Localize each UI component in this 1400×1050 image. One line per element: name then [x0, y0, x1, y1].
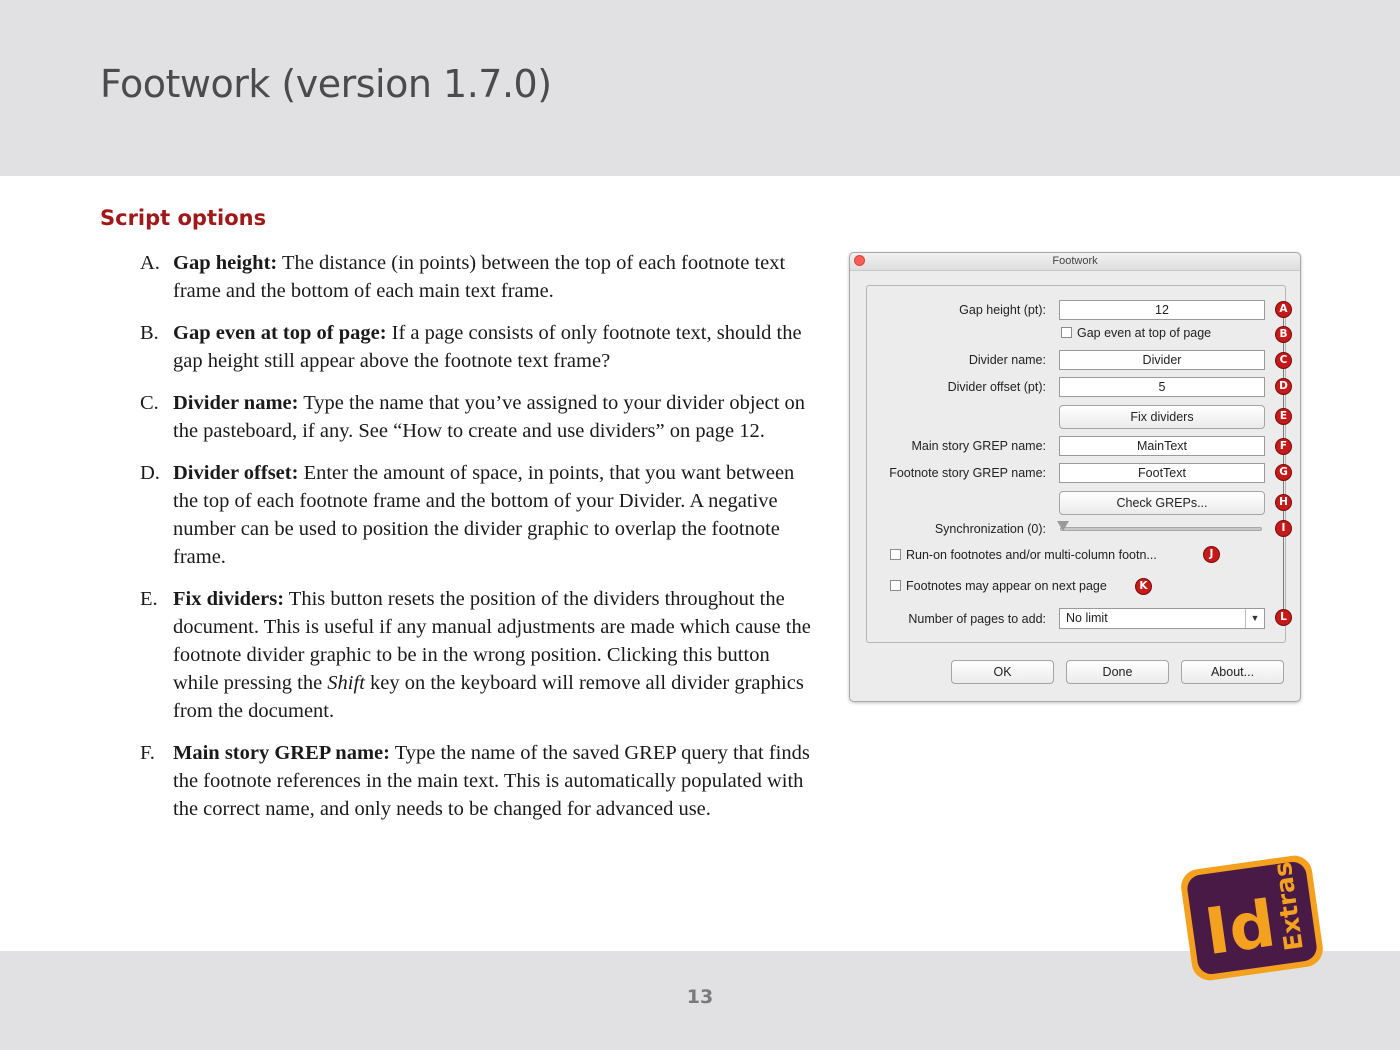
option-letter: F. [140, 742, 155, 764]
logo-id-text: Id [1200, 887, 1280, 971]
option-description: Type the name that you’ve assigned to your divider object on the pasteboard, if any. See “How to create and use dividers” on page 12. [173, 392, 806, 442]
ok-button[interactable]: OK [951, 660, 1054, 684]
option-letter: D. [140, 462, 160, 484]
run-on-label: Run-on footnotes and/or multi-column footn... [906, 548, 1157, 562]
callout-marker-i: I [1275, 520, 1292, 537]
id-extras-logo [1178, 852, 1326, 984]
callout-marker-k: K [1135, 578, 1152, 595]
gap-even-label: Gap even at top of page [1077, 326, 1212, 340]
gap-even-checkbox[interactable] [1061, 326, 1211, 340]
pages-to-add-value: No limit [1066, 611, 1108, 625]
footnote-story-input[interactable]: FootText [1059, 463, 1265, 483]
option-letter: A. [140, 252, 160, 274]
callout-marker-b: B [1275, 326, 1292, 343]
next-page-label: Footnotes may appear on next page [906, 579, 1107, 593]
divider-name-input[interactable]: Divider [1059, 350, 1265, 370]
option-letter: B. [140, 322, 159, 344]
divider-name-label: Divider name: [968, 353, 1046, 367]
dialog-title: Footwork [1052, 255, 1098, 267]
footnote-story-label: Footnote story GREP name: [889, 466, 1046, 480]
dialog-titlebar [850, 253, 1300, 271]
option-description: Enter the amount of space, in points, that you want between the top of each footnote frame and the bottom of your Divider. A negative number can be used to position the divider graphic to overlap the footnote frame. [173, 462, 795, 568]
callout-marker-a: A [1275, 301, 1292, 318]
option-term: Divider name: [173, 392, 299, 414]
option-letter: E. [140, 588, 158, 610]
pages-to-add-select[interactable] [1059, 608, 1265, 629]
about-button[interactable]: About... [1181, 660, 1284, 684]
option-term: Gap even at top of page: [173, 322, 387, 344]
callout-marker-e: E [1275, 408, 1292, 425]
checkbox-box[interactable] [890, 580, 901, 591]
chevron-down-icon[interactable]: ▼ [1245, 609, 1264, 628]
footwork-dialog [849, 252, 1301, 702]
options-list [140, 249, 820, 837]
callout-marker-h: H [1275, 494, 1292, 511]
main-story-label: Main story GREP name: [911, 439, 1046, 453]
pages-to-add-label: Number of pages to add: [908, 612, 1046, 626]
section-heading: Script options [100, 206, 267, 230]
checkbox-box[interactable] [1061, 327, 1072, 338]
callout-marker-j: J [1203, 546, 1220, 563]
divider-offset-input[interactable]: 5 [1059, 377, 1265, 397]
option-item-divider-name [140, 389, 820, 445]
check-greps-button[interactable]: Check GREPs... [1059, 491, 1265, 515]
option-item-divider-offset [140, 459, 820, 571]
gap-height-label: Gap height (pt): [959, 303, 1046, 317]
option-item-main-story-grep [140, 739, 820, 823]
option-description: This button resets the position of the dividers throughout the document. This is useful if any manual adjustments are made which cause the footnote divider graphic to be in the wrong position. Clicking this button while pressing the [173, 588, 811, 694]
page-title: Footwork (version 1.7.0) [100, 62, 552, 106]
logo-extras-text: Extras [1267, 860, 1309, 953]
sync-slider-thumb[interactable] [1057, 521, 1069, 531]
run-on-checkbox[interactable] [890, 548, 1157, 562]
option-term: Main story GREP name: [173, 742, 390, 764]
checkbox-box[interactable] [890, 549, 901, 560]
option-item-gap-even [140, 319, 820, 375]
sync-slider-track[interactable] [1060, 527, 1262, 531]
page-number: 13 [686, 986, 714, 1008]
done-button[interactable]: Done [1066, 660, 1169, 684]
option-letter: C. [140, 392, 159, 414]
option-description: The distance (in points) between the top of each footnote text frame and the bottom of each main text frame. [173, 252, 786, 302]
option-term: Fix dividers: [173, 588, 285, 610]
option-term: Gap height: [173, 252, 278, 274]
option-description: Type the name of the saved GREP query that finds the footnote references in the main text. This is automatically populated with the correct name, and only needs to be changed for advanced use. [173, 742, 810, 820]
callout-marker-f: F [1275, 438, 1292, 455]
option-term: Divider offset: [173, 462, 299, 484]
option-emphasis: Shift [327, 672, 365, 694]
callout-marker-c: C [1275, 352, 1292, 369]
option-item-fix-dividers [140, 585, 820, 725]
callout-marker-d: D [1275, 378, 1292, 395]
option-item-gap-height [140, 249, 820, 305]
callout-marker-g: G [1275, 464, 1292, 481]
option-description-end: key on the keyboard will remove all divider graphics from the document. [173, 672, 804, 722]
main-story-input[interactable]: MainText [1059, 436, 1265, 456]
option-description: If a page consists of only footnote text, should the gap height still appear above the footnote text frame? [173, 322, 802, 372]
sync-label: Synchronization (0): [934, 522, 1046, 536]
divider-offset-label: Divider offset (pt): [947, 380, 1046, 394]
fix-dividers-button[interactable]: Fix dividers [1059, 405, 1265, 429]
next-page-checkbox[interactable] [890, 579, 1107, 593]
callout-marker-l: L [1275, 609, 1292, 626]
gap-height-input[interactable]: 12 [1059, 300, 1265, 320]
